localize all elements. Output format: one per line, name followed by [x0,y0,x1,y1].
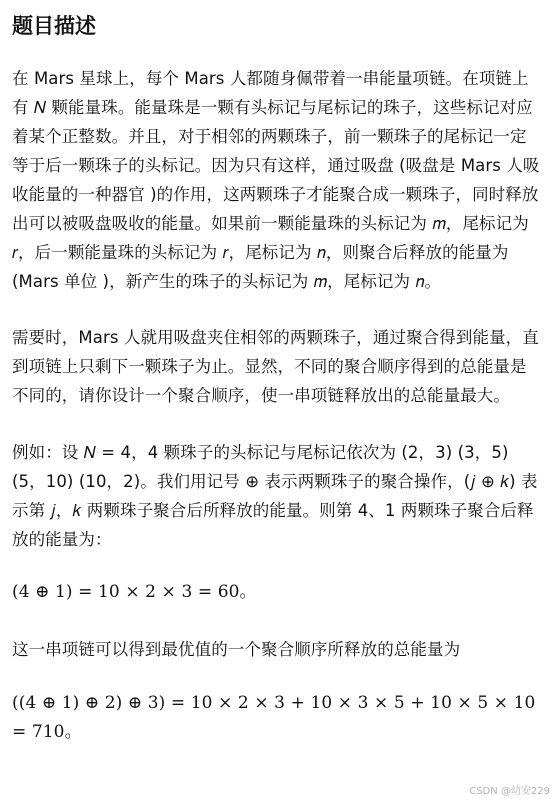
paragraph-intro: 在 Mars 星球上，每个 Mars 人都随身佩带着一串能量项链。在项链上有 𝑁 颗能量珠。能量珠是一颗有头标记与尾标记的珠子，这些标记对应着某个正整数。并且，对于相邻的两颗珠子，前一颗珠子的尾标记一定等于后一颗珠子的头标记。因为只有这样，通过吸盘 (吸盘是 Mars 人吸收能量的一种器官 )的作用，这两颗珠子才能聚合成一颗珠子，同时释放出可以被吸盘吸收的能量。如果前一颗能量珠的头标记为 𝑚，尾标记为 𝑟，后一颗能量珠的头标记为 𝑟，尾标记为 𝑛，则聚合后释放的能量为 (Mars 单位 )，新产生的珠子的头标记为 𝑚，尾标记为 𝑛。 [12,69,540,291]
paragraph-example: 例如：设 𝑁 = 4，4 颗珠子的头标记与尾标记依次为 (2，3) (3，5) (5，10) (10，2)。我们用记号 ⊕ 表示两颗珠子的聚合操作，(𝑗 ⊕ 𝑘) 表示第 𝑗，𝑘 两颗珠子聚合后所释放的能量。则第 4、1 两颗珠子聚合后释放的能量为： [12,443,538,549]
formula-single-merge: (4 ⊕ 1) = 10 × 2 × 3 = 60。 [12,582,257,602]
paragraph-task: 需要时，Mars 人就用吸盘夹住相邻的两颗珠子，通过聚合得到能量，直到项链上只剩下一颗珠子为止。显然，不同的聚合顺序得到的总能量是不同的，请你设计一个聚合顺序，使一串项链释放出的总能量最大。 [12,328,539,405]
section-heading: 题目描述 [12,14,96,38]
paragraph-optimal: 这一串项链可以得到最优值的一个聚合顺序所释放的总能量为 [12,640,461,659]
watermark: CSDN @幼安229 [469,786,550,797]
formula-total-energy: ((4 ⊕ 1) ⊕ 2) ⊕ 3) = 10 × 2 × 3 + 10 × 3 × 5 + 10 × 5 × 10 = 710。 [12,693,536,742]
